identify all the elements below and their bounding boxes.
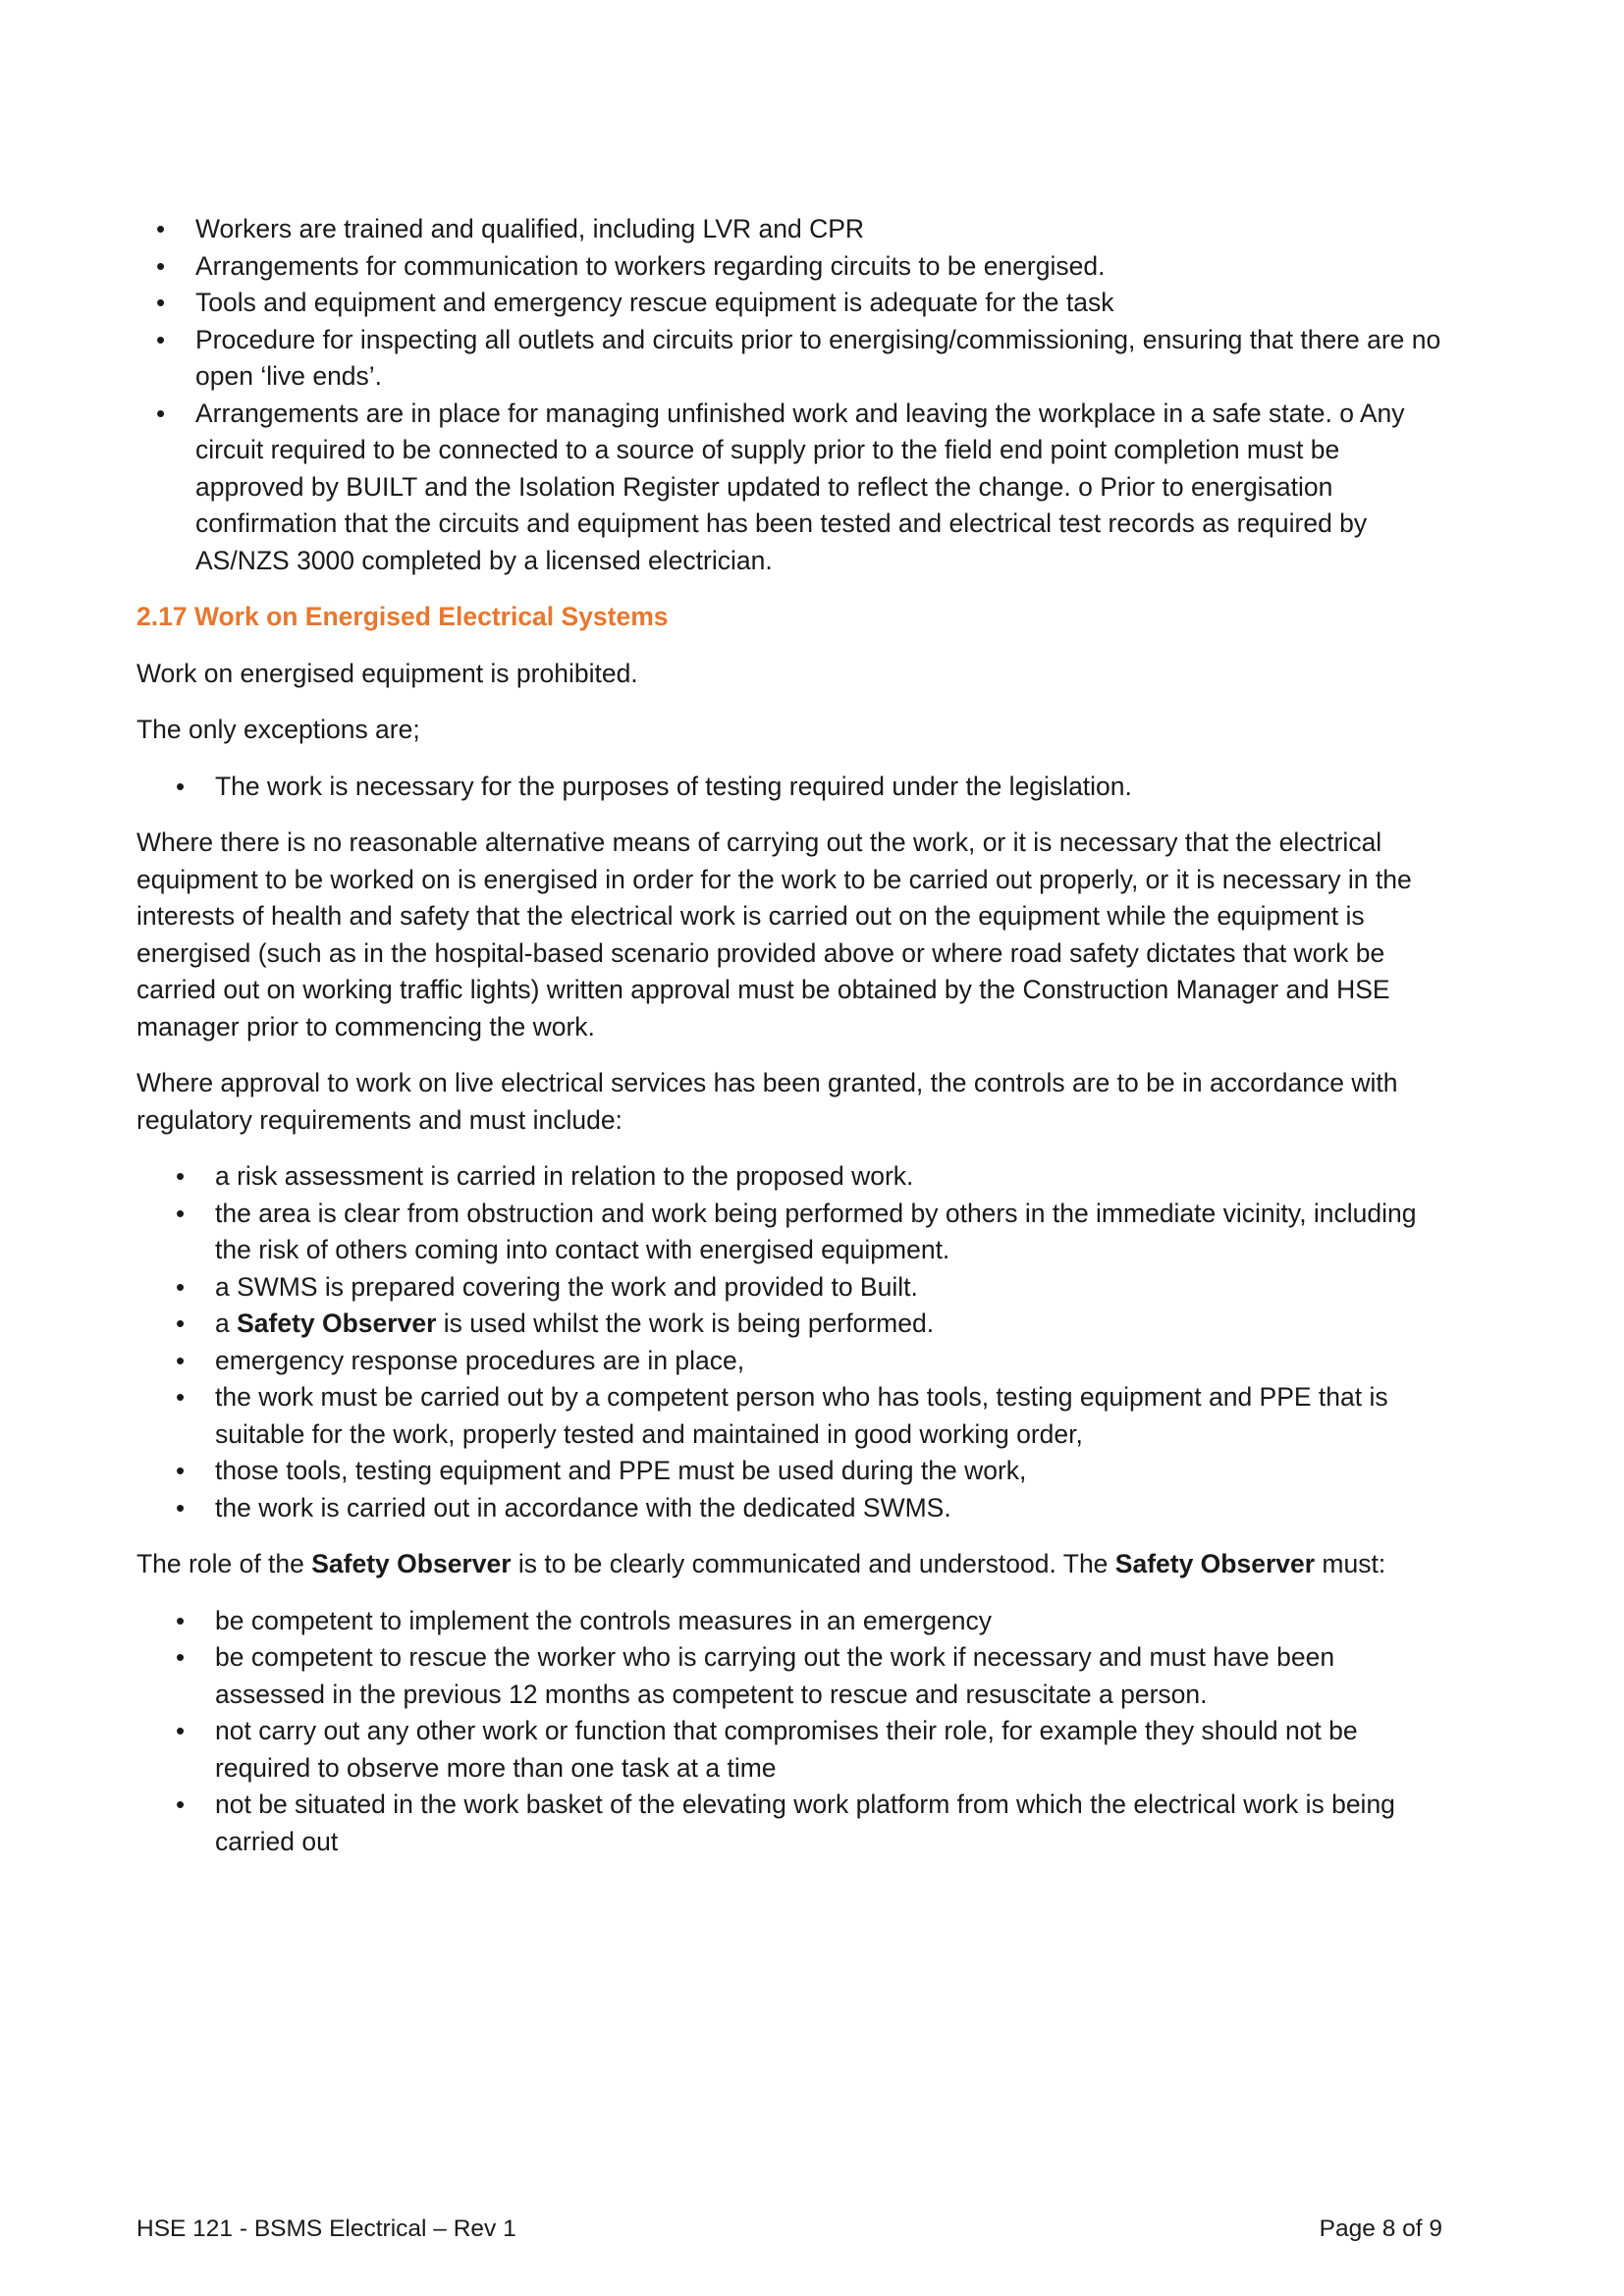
document-body xyxy=(136,211,1442,1860)
list-item: • be competent to rescue the worker who is carrying out the work if necessary and must have been assessed in the previous 12 months as competent to rescue and resuscitate a person. xyxy=(156,1639,1442,1713)
list-item: • not be situated in the work basket of the elevating work platform from which the electrical work is being carried out xyxy=(156,1787,1442,1860)
bold-term: Safety Observer xyxy=(1114,1549,1316,1578)
list-item: • a SWMS is prepared covering the work and provided to Built. xyxy=(156,1269,1442,1307)
text-run: The role of the xyxy=(136,1549,312,1578)
bold-term: Safety Observer xyxy=(311,1549,512,1578)
text-run: is used whilst the work is being performed. xyxy=(436,1308,935,1338)
list-item: • The work is necessary for the purposes of testing required under the legislation. xyxy=(156,769,1442,806)
paragraph: Where there is no reasonable alternative means of carrying out the work, or it is necessary that the electrical equipment to be worked on is energised in order for the work to be carried out properly, or it is necessary in the interests of health and safety that the electrical work is carried out on the equipment while the equipment is energised (such as in the hospital-based scenario provided above or where road safety dictates that work be carried out on working traffic lights) written approval must be obtained by the Construction Manager and HSE manager prior to commencing the work. xyxy=(136,828,1412,1041)
footer-document-id: HSE 121 - BSMS Electrical – Rev 1 xyxy=(136,2216,516,2242)
list-item: • a risk assessment is carried in relation to the proposed work. xyxy=(156,1158,1442,1196)
list-item: • Arrangements for communication to workers regarding circuits to be energised. xyxy=(136,248,1442,286)
section-heading: 2.17 Work on Energised Electrical Systems xyxy=(136,602,669,631)
text-run: a xyxy=(215,1308,238,1338)
list-item: • Arrangements are in place for managing unfinished work and leaving the workplace in a safe state. o Any circuit required to be connected to a source of supply prior to the field end point completion must be approved by BUILT and the Isolation Register updated to reflect the change. o Prior to energisation confirmation that the circuits and equipment has been tested and electrical test records as required by AS/NZS 3000 completed by a licensed electrician. xyxy=(136,396,1442,580)
list-item: • Workers are trained and qualified, including LVR and CPR xyxy=(136,211,1442,248)
controls-list xyxy=(156,1158,1442,1526)
intro-bullet-list xyxy=(136,211,1442,579)
paragraph xyxy=(136,1546,1442,1583)
bold-term: Safety Observer xyxy=(237,1308,437,1338)
text-run: is to be clearly communicated and understood. The xyxy=(511,1549,1115,1578)
list-item: • the work is carried out in accordance with the dedicated SWMS. xyxy=(156,1490,1442,1527)
paragraph: Work on energised equipment is prohibited. xyxy=(136,658,638,688)
list-item: • emergency response procedures are in place, xyxy=(156,1343,1442,1380)
footer-page-number: Page 8 of 9 xyxy=(1319,2216,1442,2242)
list-item: • be competent to implement the controls measures in an emergency xyxy=(156,1603,1442,1640)
observer-list xyxy=(156,1603,1442,1861)
list-item: • the work must be carried out by a competent person who has tools, testing equipment and PPE that is suitable for the work, properly tested and maintained in good working order, xyxy=(156,1379,1442,1453)
list-item: • not carry out any other work or function that compromises their role, for example they should not be required to observe more than one task at a time xyxy=(156,1713,1442,1787)
text-run: must: xyxy=(1315,1549,1386,1578)
list-item: • Tools and equipment and emergency rescue equipment is adequate for the task xyxy=(136,285,1442,322)
paragraph: The only exceptions are; xyxy=(136,715,420,744)
list-item: • those tools, testing equipment and PPE must be used during the work, xyxy=(156,1453,1442,1490)
list-item: • Procedure for inspecting all outlets and circuits prior to energising/commissioning, ensuring that there are no open ‘live ends’. xyxy=(136,322,1442,396)
list-item: • the area is clear from obstruction and work being performed by others in the immediate vicinity, including the risk of others coming into contact with energised equipment. xyxy=(156,1196,1442,1269)
paragraph: Where approval to work on live electrical services has been granted, the controls are to be in accordance with regulatory requirements and must include: xyxy=(136,1068,1398,1135)
exceptions-list xyxy=(156,769,1442,806)
list-item xyxy=(156,1306,1442,1343)
